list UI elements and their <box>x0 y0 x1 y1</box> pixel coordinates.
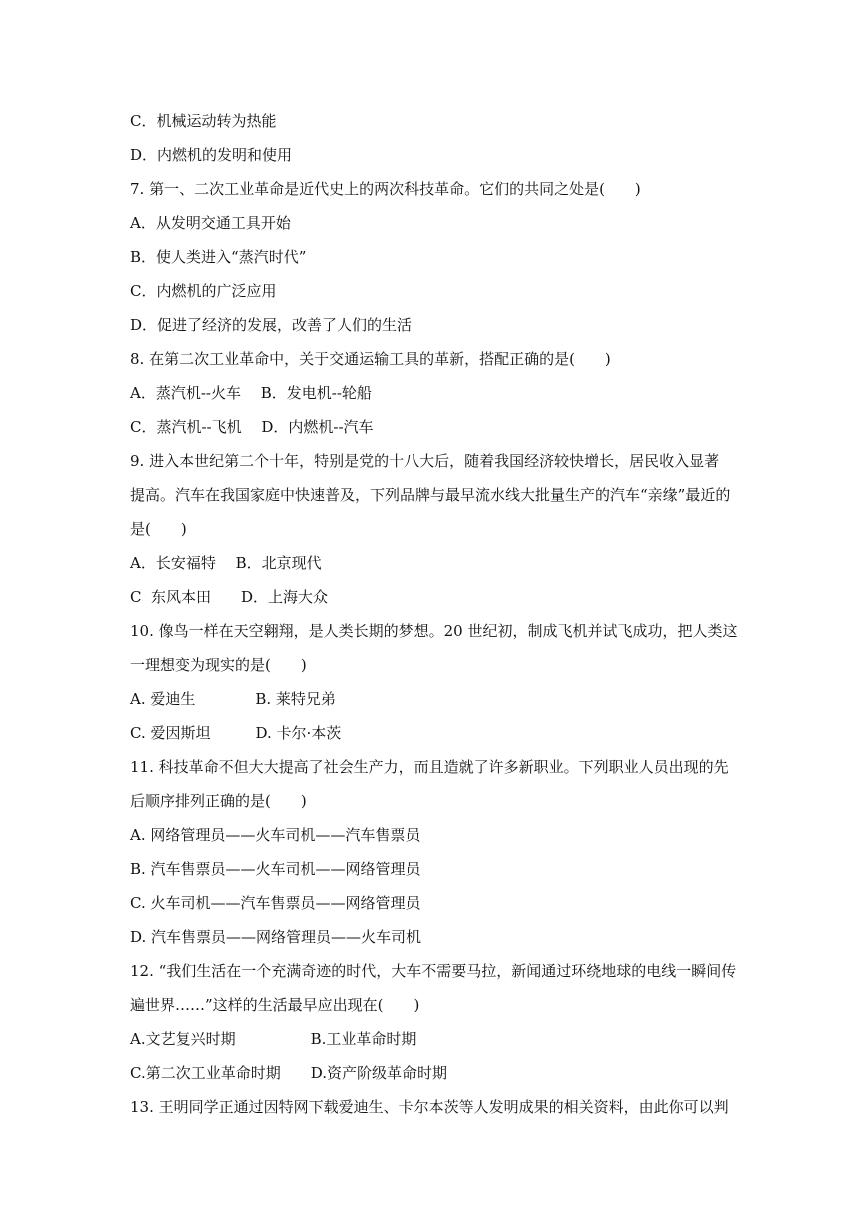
option-c-q6: C．机械运动转为热能 <box>130 112 277 130</box>
question-9-line-2: 提高。汽车在我国家庭中快速普及，下列品牌与最早流水线大批量生产的汽车“亲缘”最近的 <box>130 486 731 504</box>
option-a-q7: A．从发明交通工具开始 <box>130 214 291 232</box>
question-11-line-2: 后顺序排列正确的是( ) <box>130 792 307 810</box>
options-ab-q9: A．长安福特 B．北京现代 <box>130 554 322 572</box>
option-a-q11: A. 网络管理员——火车司机——汽车售票员 <box>130 826 421 844</box>
question-10-line-1: 10. 像鸟一样在天空翱翔，是人类长期的梦想。20 世纪初，制成飞机并试飞成功，把人类这 <box>130 622 738 640</box>
option-c-q11: C. 火车司机——汽车售票员——网络管理员 <box>130 894 421 912</box>
question-9-line-1: 9. 进入本世纪第二个十年，特别是党的十八大后，随着我国经济较快增长，居民收入显著 <box>130 452 720 470</box>
question-12-line-2: 遍世界……”这样的生活最早应出现在( ) <box>130 996 420 1014</box>
question-13-line-1: 13. 王明同学正通过因特网下载爱迪生、卡尔本茨等人发明成果的相关资料，由此你可以判 <box>130 1098 729 1116</box>
option-d-q6: D．内燃机的发明和使用 <box>130 146 293 164</box>
option-c-q7: C．内燃机的广泛应用 <box>130 282 277 300</box>
question-9-line-3: 是( ) <box>130 520 187 538</box>
options-cd-q12: C.第二次工业革命时期 D.资产阶级革命时期 <box>130 1064 447 1082</box>
question-7: 7. 第一、二次工业革命是近代史上的两次科技革命。它们的共同之处是( ) <box>130 180 641 198</box>
options-ab-q12: A.文艺复兴时期 B.工业革命时期 <box>130 1030 417 1048</box>
options-ab-q10: A. 爱迪生 B. 莱特兄弟 <box>130 690 336 708</box>
option-d-q7: D．促进了经济的发展，改善了人们的生活 <box>130 316 413 334</box>
question-11-line-1: 11. 科技革命不但大大提高了社会生产力，而且造就了许多新职业。下列职业人员出现的先 <box>130 758 729 776</box>
options-cd-q9: C 东风本田 D．上海大众 <box>130 588 329 606</box>
options-cd-q8: C．蒸汽机--飞机 D．内燃机--汽车 <box>130 418 374 436</box>
options-ab-q8: A．蒸汽机--火车 B．发电机--轮船 <box>130 384 372 402</box>
question-10-line-2: 一理想变为现实的是( ) <box>130 656 307 674</box>
option-b-q7: B．使人类进入“蒸汽时代” <box>130 248 307 266</box>
option-d-q11: D. 汽车售票员——网络管理员——火车司机 <box>130 928 422 946</box>
question-12-line-1: 12. “我们生活在一个充满奇迹的时代，大车不需要马拉，新闻通过环绕地球的电线一瞬间传 <box>130 962 737 980</box>
option-b-q11: B. 汽车售票员——火车司机——网络管理员 <box>130 860 421 878</box>
question-8: 8. 在第二次工业革命中，关于交通运输工具的革新，搭配正确的是( ) <box>130 350 611 368</box>
options-cd-q10: C. 爱因斯坦 D. 卡尔·本茨 <box>130 724 342 742</box>
